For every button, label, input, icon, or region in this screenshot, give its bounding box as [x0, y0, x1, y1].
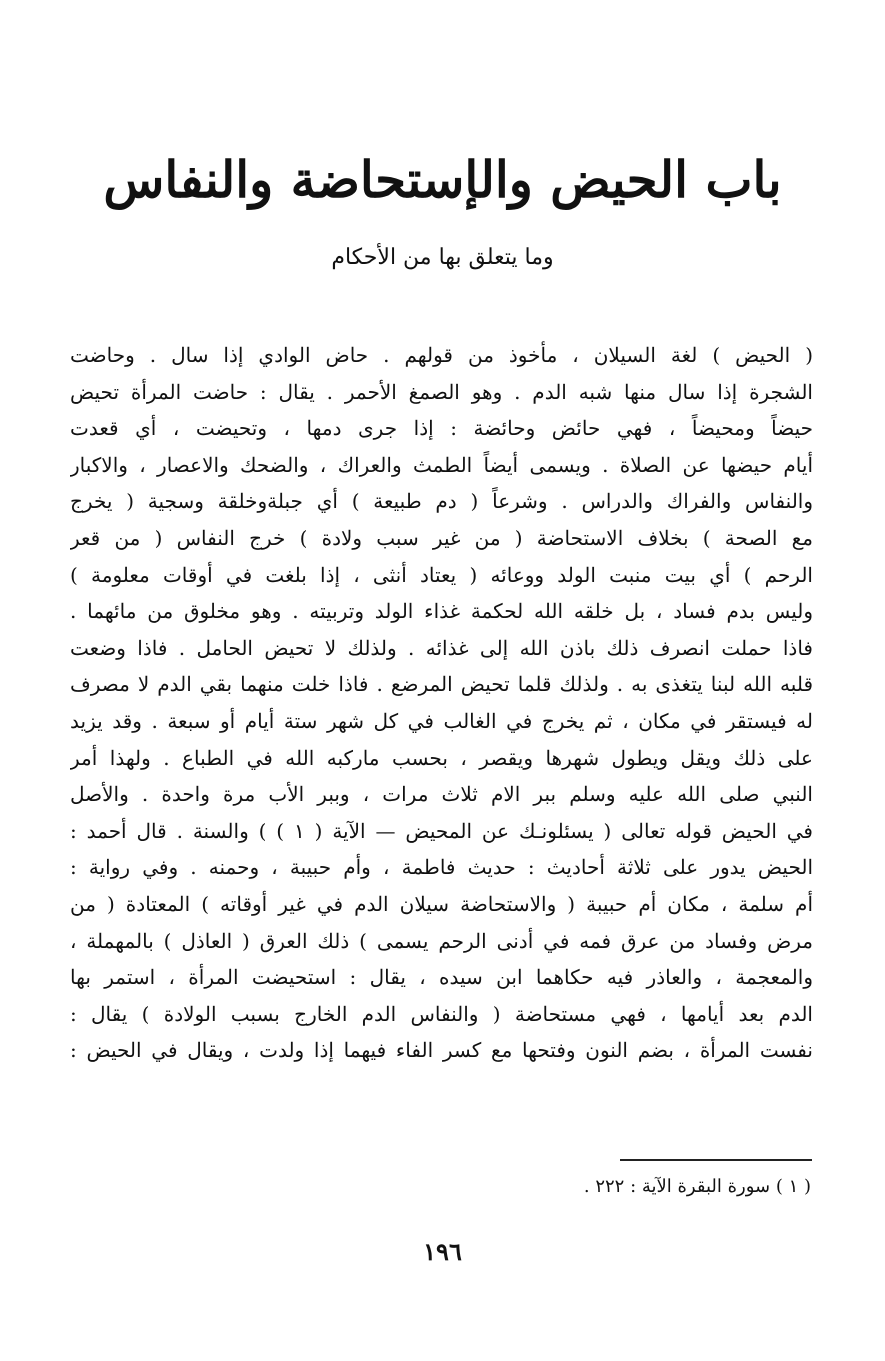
body-line-14: في الحيض قوله تعالى ( يسئلونـك عن المحيض — الآية ( ١ ) ) والسنة . قال أحمد :	[70, 818, 813, 843]
body-line-5: والنفاس والفراك والدراس . وشرعاً ( دم طبيعة ) أي جبلةوخلقة وسجية ( يخرج	[70, 489, 813, 514]
body-line-10: قلبه الله لبنا يتغذى به . ولذلك قلما تحيض المرضع . فاذا خلت منهما بقي الدم لا مصرف	[70, 672, 813, 697]
body-line-16: أم سلمة ، مكان أم حبيبة ( والاستحاضة سيلان الدم في غير أوقاته ) المعتادة ( من	[70, 891, 813, 916]
body-line-17: مرض وفساد من عرق فمه في أدنى الرحم يسمى ) ذلك العرق ( العاذل ) بالمهملة ،	[70, 928, 813, 953]
body-line-3: حيضاً ومحيضاً ، فهي حائض وحائضة : إذا جرى دمها ، وتحيضت ، أي قعدت	[70, 416, 813, 441]
chapter-subtitle: وما يتعلق بها من الأحكام	[331, 245, 554, 270]
body-line-1: ( الحيض ) لغة السيلان ، مأخوذ من قولهم . حاض الوادي إذا سال . وحاضت	[70, 343, 813, 367]
body-line-15: الحيض يدور على ثلاثة أحاديث : حديث فاطمة ، وأم حبيبة ، وحمنه . وفي رواية :	[70, 855, 813, 880]
body-line-4: أيام حيضها عن الصلاة . ويسمى أيضاً الطمث والعراك ، والضحك والاعصار ، والاكبار	[70, 452, 813, 477]
footnote-divider	[620, 1159, 812, 1161]
body-line-18: والمعجمة ، والعاذر فيه حكاهما ابن سيده ، يقال : استحيضت المرأة ، استمر بها	[70, 965, 813, 990]
body-line-7: الرحم ) أي بيت منبت الولد ووعائه ( يعتاد أنثى ، إذا بلغت في أوقات معلومة )	[70, 562, 813, 587]
body-text	[70, 337, 813, 1069]
body-line-13: النبي صلى الله عليه وسلم ببر الام ثلاث مرات ، وببر الأب مرة واحدة . والأصل	[70, 782, 813, 807]
body-line-20: نفست المرأة ، بضم النون وفتحها مع كسر الفاء فيهما إذا ولدت ، ويقال في الحيض :	[70, 1038, 813, 1063]
footnote: ( ١ ) سورة البقرة الآية : ٢٢٢ .	[583, 1176, 811, 1197]
chapter-title: باب الحيض والإستحاضة والنفاس	[103, 150, 782, 209]
body-line-6: مع الصحة ) بخلاف الاستحاضة ( من غير سبب ولادة ) خرج النفاس ( من قعر	[70, 525, 813, 550]
body-line-19: الدم بعد أيامها ، فهي مستحاضة ( والنفاس الدم الخارج بسبب الولادة ) يقال :	[70, 1001, 813, 1026]
body-line-9: فاذا حملت انصرف ذلك باذن الله إلى غذائه . ولذلك لا تحيض الحامل . فاذا وضعت	[70, 635, 813, 660]
page-number: ١٩٦	[423, 1237, 462, 1266]
body-line-2: الشجرة إذا سال منها شبه الدم . وهو الصمغ الأحمر . يقال : حاضت المرأة تحيض	[70, 379, 813, 404]
body-line-12: على ذلك ويقل ويطول شهرها ويقصر ، بحسب ماركبه الله في الطباع . ولهذا أمر	[70, 745, 813, 770]
body-line-11: له فيستقر في مكان ، ثم يخرج في الغالب في كل شهر ستة أيام أو سبعة . وقد يزيد	[70, 708, 813, 733]
body-line-8: وليس بدم فساد ، بل خلقه الله لحكمة غذاء الولد وتربيته . وهو مخلوق من مائهما .	[70, 599, 813, 624]
